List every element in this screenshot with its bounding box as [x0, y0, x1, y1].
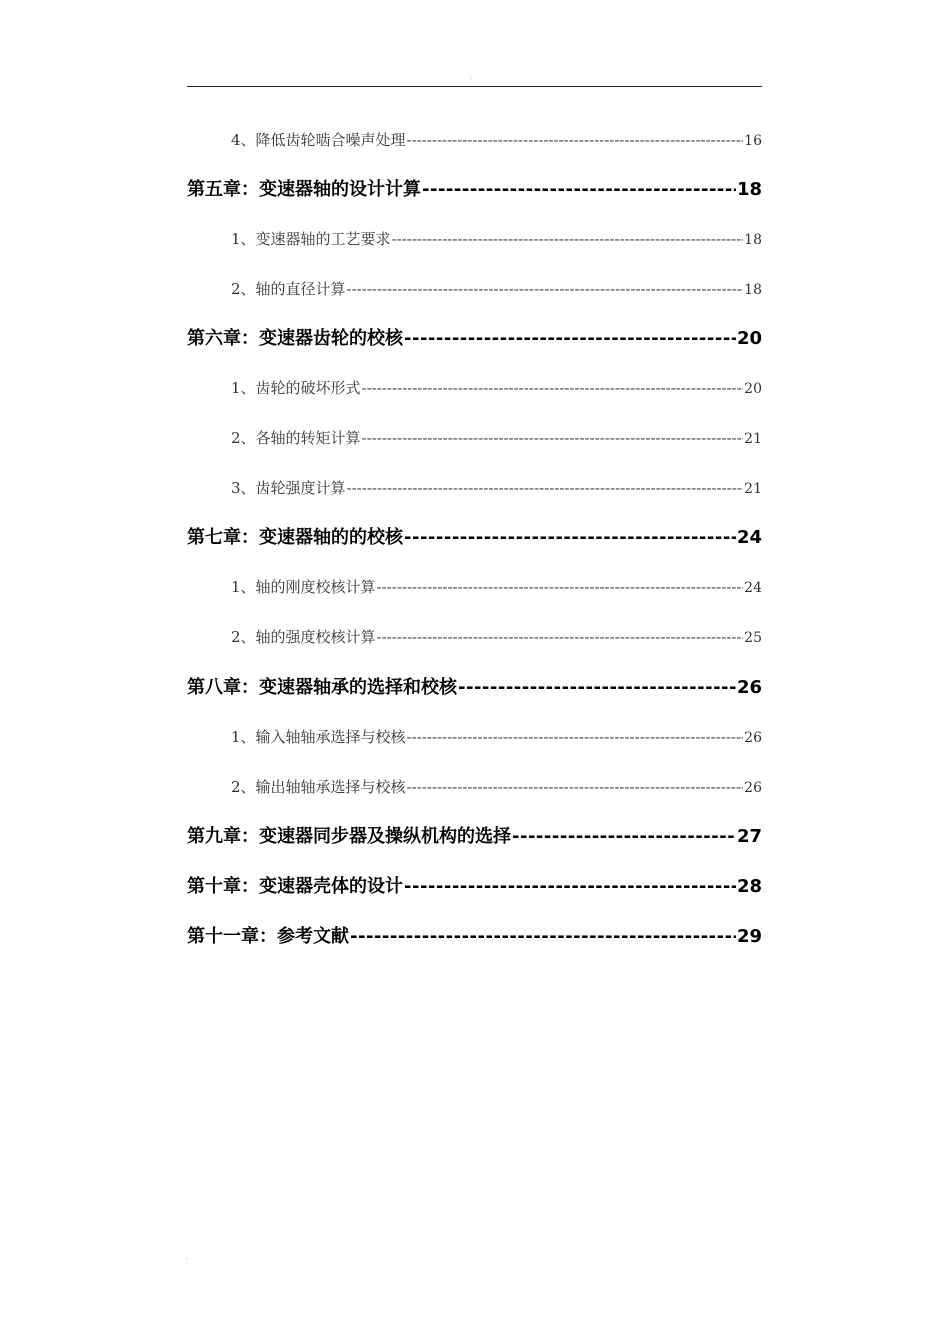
toc-entry-page: 26	[744, 780, 762, 796]
toc-entry-page: 25	[744, 630, 762, 646]
toc-entry-chapter[interactable]	[187, 326, 762, 352]
toc-entry-page: 29	[736, 926, 762, 947]
toc-entry-page: 16	[744, 133, 762, 149]
toc-dot-leader	[347, 278, 744, 300]
toc-dot-leader	[512, 824, 736, 850]
toc-dot-leader	[347, 477, 744, 499]
toc-dot-leader	[362, 427, 744, 449]
toc-entry-page: 21	[744, 481, 762, 497]
toc-entry-section[interactable]	[231, 377, 762, 399]
toc-dot-leader	[350, 924, 736, 950]
toc-entry-page: 26	[736, 677, 762, 698]
toc-dot-leader	[377, 626, 744, 648]
toc-dot-leader	[404, 525, 736, 551]
toc-entry-section[interactable]	[231, 427, 762, 449]
toc-entry-title: 第十章：变速器壳体的设计	[187, 876, 403, 897]
toc-dot-leader	[404, 874, 736, 900]
toc-entry-chapter[interactable]	[187, 177, 762, 203]
footer-mark: .	[186, 1254, 188, 1261]
toc-dot-leader	[407, 726, 744, 748]
toc-entry-title: 第六章：变速器齿轮的校核	[187, 328, 403, 349]
toc-entry-chapter[interactable]	[187, 924, 762, 950]
header-rule	[187, 86, 762, 87]
toc-dot-leader	[392, 228, 744, 250]
toc-entry-page: 21	[744, 431, 762, 447]
toc-entry-page: 24	[736, 527, 762, 548]
toc-entry-title: 第八章：变速器轴承的选择和校核	[187, 677, 457, 698]
toc-entry-page: 18	[744, 282, 762, 298]
toc-entry-title: 1、输入轴轴承选择与校核	[231, 728, 406, 746]
toc-entry-page: 20	[736, 328, 762, 349]
toc-entry-title: 第十一章：参考文献	[187, 926, 349, 947]
toc-entry-section[interactable]	[231, 576, 762, 598]
toc-entry-section[interactable]	[231, 776, 762, 798]
toc-entry-section[interactable]	[231, 278, 762, 300]
toc-entry-title: 2、轴的强度校核计算	[231, 628, 376, 646]
toc-entry-title: 2、输出轴轴承选择与校核	[231, 778, 406, 796]
toc-dot-leader	[404, 326, 736, 352]
toc-entry-title: 1、齿轮的破坏形式	[231, 379, 361, 397]
toc-entry-title: 1、轴的刚度校核计算	[231, 578, 376, 596]
toc-entry-chapter[interactable]	[187, 874, 762, 900]
toc-entry-section[interactable]	[231, 477, 762, 499]
toc-entry-page: 18	[744, 232, 762, 248]
toc-entry-section[interactable]	[231, 228, 762, 250]
toc-entry-page: 20	[744, 381, 762, 397]
toc-entry-page: 28	[736, 876, 762, 897]
toc-entry-title: 4、降低齿轮啮合噪声处理	[231, 131, 406, 149]
toc-entry-chapter[interactable]	[187, 525, 762, 551]
header-mark: .	[470, 74, 472, 81]
toc-dot-leader	[422, 177, 736, 203]
toc-entry-section[interactable]	[231, 726, 762, 748]
toc-entry-page: 26	[744, 730, 762, 746]
toc-entry-chapter[interactable]	[187, 824, 762, 850]
toc-dot-leader	[407, 776, 744, 798]
toc-dot-leader	[362, 377, 744, 399]
toc-entry-page: 27	[736, 826, 762, 847]
toc-entry-section[interactable]	[231, 626, 762, 648]
toc-dot-leader	[407, 129, 744, 151]
toc-dot-leader	[377, 576, 744, 598]
toc-entry-title: 2、各轴的转矩计算	[231, 429, 361, 447]
toc-entry-page: 18	[736, 179, 762, 200]
toc-entry-title: 2、轴的直径计算	[231, 280, 346, 298]
toc-entry-title: 3、齿轮强度计算	[231, 479, 346, 497]
toc-entry-chapter[interactable]	[187, 675, 762, 701]
toc-entry-page: 24	[744, 580, 762, 596]
toc-dot-leader	[458, 675, 736, 701]
toc-entry-title: 第七章：变速器轴的的校核	[187, 527, 403, 548]
toc-entry-section[interactable]	[231, 129, 762, 151]
toc-entry-title: 第九章：变速器同步器及操纵机构的选择	[187, 826, 511, 847]
toc-entry-title: 1、变速器轴的工艺要求	[231, 230, 391, 248]
toc-entry-title: 第五章：变速器轴的设计计算	[187, 179, 421, 200]
